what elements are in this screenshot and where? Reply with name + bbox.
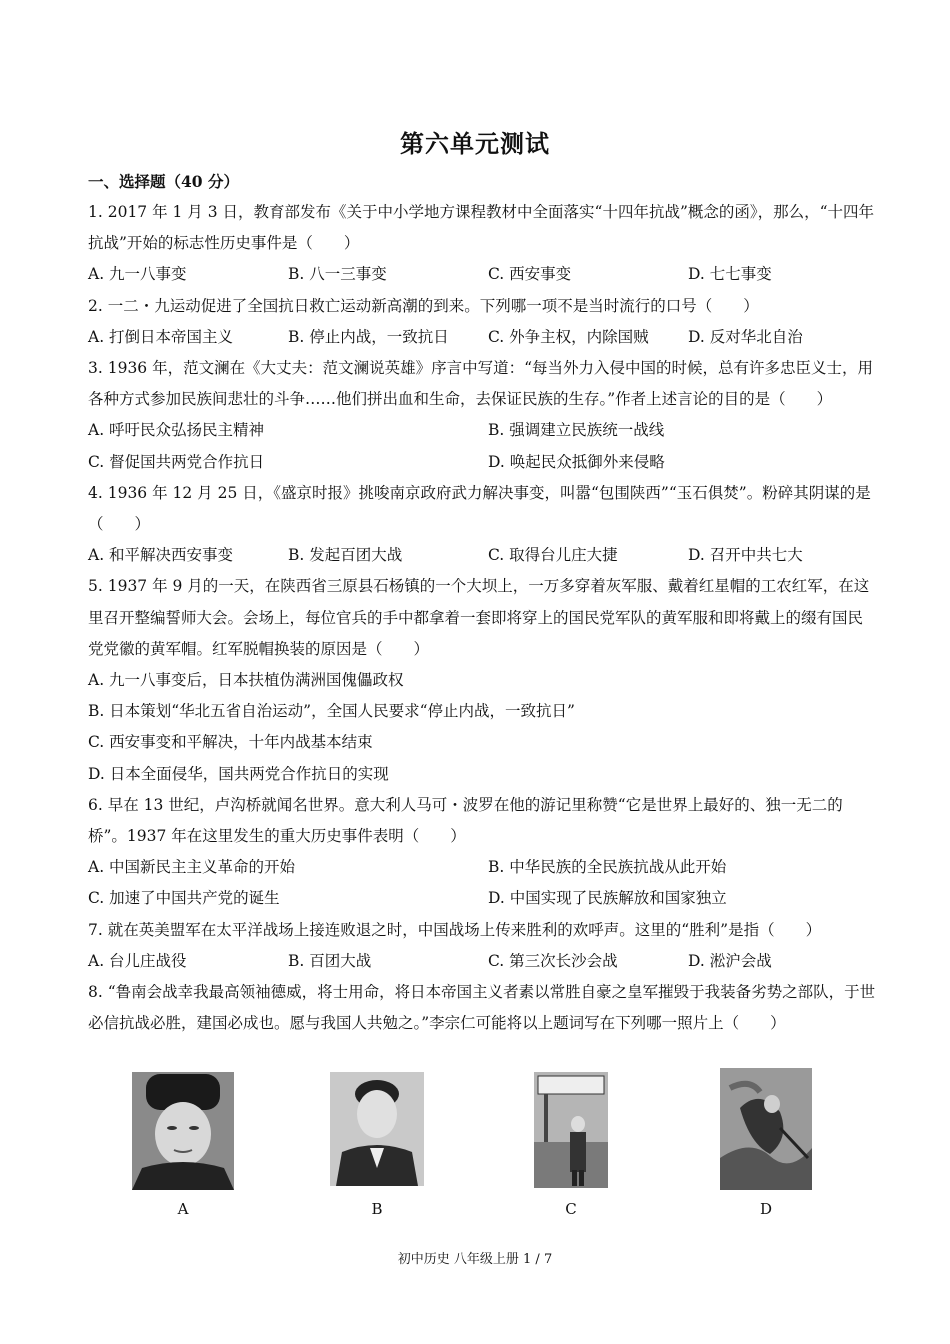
option-d: D. 反对华北自治 — [688, 327, 803, 346]
option-b: B. 强调建立民族统一战线 — [488, 421, 665, 440]
photo-label-c: C — [565, 1200, 577, 1218]
option-a: A. 中国新民主主义革命的开始 — [88, 858, 296, 877]
option-a: A. 台儿庄战役 — [88, 951, 187, 970]
question-6-stem: 6. 早在 13 世纪，卢沟桥就闻名世界。意大利人马可・波罗在他的游记里称赞“它是世界上最好的、独一无二的桥”。1937 年在这里发生的重大历史事件表明（ ） — [88, 795, 843, 846]
option-d: D. 中国实现了民族解放和国家独立 — [488, 889, 727, 908]
option-b: B. 百团大战 — [288, 951, 372, 970]
option-c: C. 第三次长沙会战 — [488, 951, 618, 970]
option-d: D. 召开中共七大 — [688, 546, 803, 565]
photo-a — [132, 1072, 234, 1218]
portrait-photo-b — [330, 1072, 424, 1186]
photo-label-a: A — [177, 1200, 189, 1218]
photo-c — [534, 1072, 608, 1218]
option-b: B. 日本策划“华北五省自治运动”，全国人民要求“停止内战，一致抗日” — [88, 702, 575, 721]
option-a: A. 和平解决西安事变 — [88, 546, 234, 565]
option-c: C. 外争主权，内除国贼 — [488, 327, 649, 346]
option-b: B. 中华民族的全民族抗战从此开始 — [488, 858, 727, 877]
soldier-photo-c — [534, 1072, 608, 1188]
option-c: C. 督促国共两党合作抗日 — [88, 452, 265, 471]
page-footer: 初中历史 八年级上册 1 / 7 — [397, 1252, 553, 1267]
question-1-stem: 1. 2017 年 1 月 3 日，教育部发布《关于中小学地方课程教材中全面落实“十四年抗战”概念的函》，那么，“十四年抗战”开始的标志性历史事件是（ ） — [88, 203, 875, 253]
question-4-options — [88, 540, 878, 571]
option-b: B. 发起百团大战 — [288, 546, 403, 565]
option-a: A. 九一八事变后，日本扶植伪满洲国傀儡政权 — [88, 671, 404, 690]
option-a: A. 呼吁民众弘扬民主精神 — [88, 421, 265, 440]
option-b: B. 停止内战，一致抗日 — [288, 327, 449, 346]
question-3-stem: 3. 1936 年，范文澜在《大丈夫：范文澜说英雄》序言中写道：“每当外力入侵中国的时候，总有许多忠臣义士，用各种方式参加民族间悲壮的斗争……他们拼出血和生命，去保证民族的生存。”作者上述言论的目的是（ ） — [88, 359, 874, 409]
portrait-photo-a — [132, 1072, 234, 1190]
page-title: 第六单元测试 — [400, 129, 550, 158]
photo-label-d: D — [759, 1200, 773, 1218]
question-3-options-row1 — [88, 415, 878, 446]
question-1-options — [88, 259, 878, 290]
option-d: D. 淞沪会战 — [688, 951, 772, 970]
option-c: C. 西安事变和平解决，十年内战基本结束 — [88, 733, 373, 752]
question-8-stem: 8. “鲁南会战幸我最高领袖德威，将士用命，将日本帝国主义者素以常胜自豪之皇军摧毁于我装备劣势之部队，于世必信抗战必胜，建国必成也。愿与我国人共勉之。”李宗仁可能将以上题词写在下列哪一照片上（ ） — [88, 983, 876, 1033]
question-5-stem: 5. 1937 年 9 月的一天，在陕西省三原县石杨镇的一个大坝上，一万多穿着灰军服、戴着红星帽的工农红军，在这里召开整编誓师大会。会场上，每位官兵的手中都拿着一套即将穿上的国民党军队的黄军服和即将戴上的缀有国民党党徽的黄军帽。红军脱帽换装的原因是（ ） — [88, 577, 870, 658]
battle-photo-d — [720, 1068, 812, 1190]
option-c: C. 加速了中国共产党的诞生 — [88, 889, 280, 908]
question-list — [88, 197, 878, 1039]
option-d: D. 唤起民众抵御外来侵略 — [488, 452, 665, 471]
option-b: B. 八一三事变 — [288, 265, 387, 284]
question-3-options-row2 — [88, 447, 878, 478]
question-8-photos — [0, 1068, 950, 1228]
question-7-stem: 7. 就在英美盟军在太平洋战场上接连败退之时，中国战场上传来胜利的欢呼声。这里的“胜利”是指（ ） — [88, 920, 822, 939]
photo-d — [720, 1068, 812, 1218]
question-4-stem: 4. 1936 年 12 月 25 日，《盛京时报》挑唆南京政府武力解决事变，叫嚣“包围陕西”“玉石俱焚”。粉碎其阴谋的是（ ） — [88, 483, 871, 534]
option-c: C. 西安事变 — [488, 265, 572, 284]
option-c: C. 取得台儿庄大捷 — [488, 546, 618, 565]
question-2-stem: 2. 一二・九运动促进了全国抗日救亡运动新高潮的到来。下列哪一项不是当时流行的口号（ ） — [88, 296, 759, 315]
option-d: D. 日本全面侵华，国共两党合作抗日的实现 — [88, 764, 389, 783]
section-heading: 一、选择题（40 分） — [88, 172, 239, 191]
question-6-options-row2 — [88, 883, 878, 914]
option-d: D. 七七事变 — [688, 265, 772, 284]
photo-b — [330, 1072, 424, 1218]
photo-label-b: B — [371, 1200, 383, 1218]
question-7-options — [88, 946, 878, 977]
question-6-options-row1 — [88, 852, 878, 883]
option-a: A. 九一八事变 — [88, 265, 187, 284]
question-2-options — [88, 322, 878, 353]
option-a: A. 打倒日本帝国主义 — [88, 327, 234, 346]
